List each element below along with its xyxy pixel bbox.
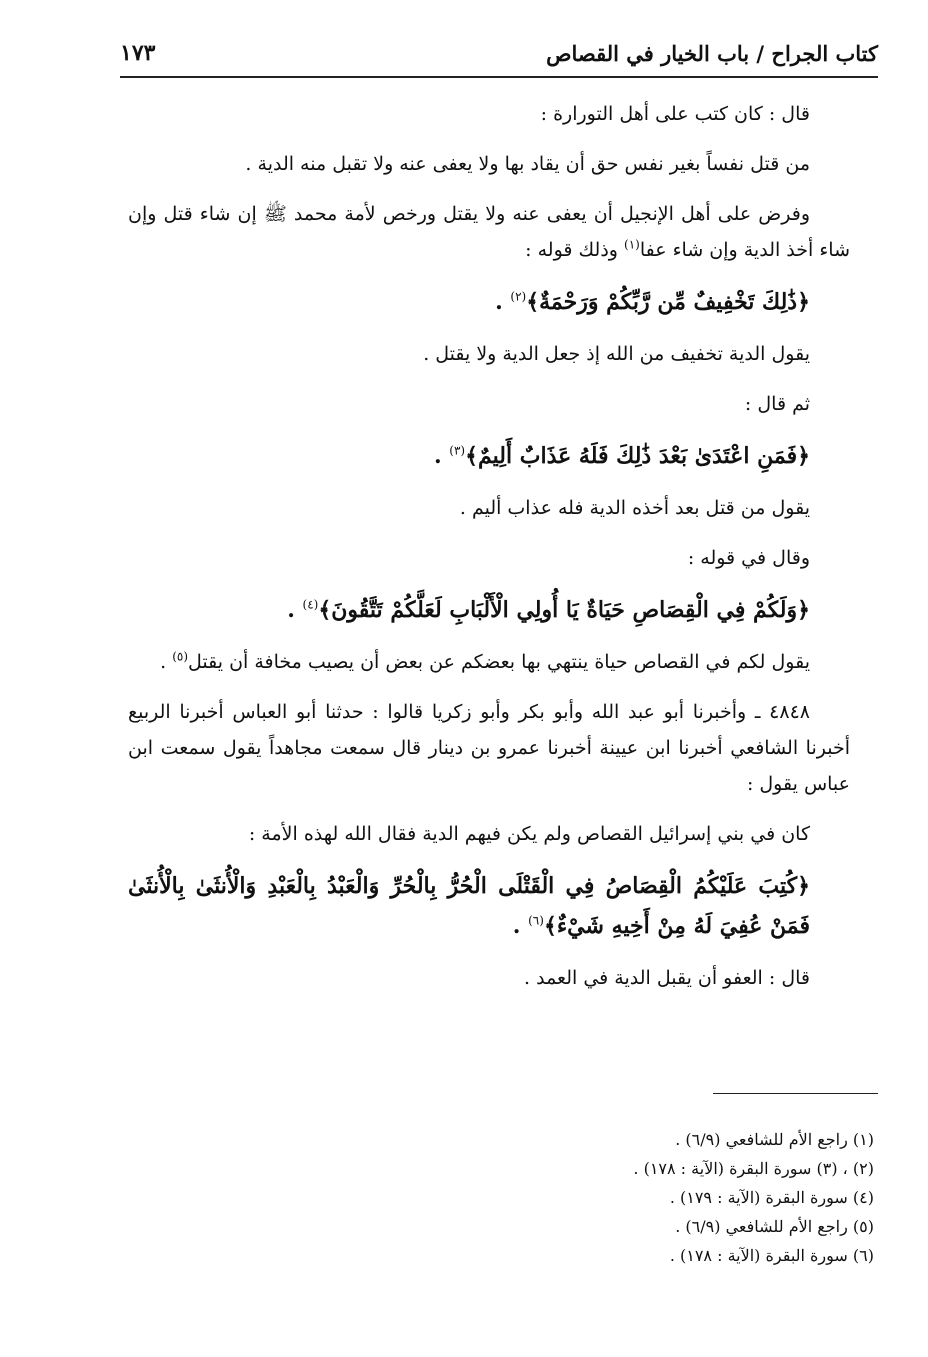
paragraph-text: وقال في قوله : bbox=[687, 547, 810, 569]
verse-text: ﴿ذَٰلِكَ تَخْفِيفٌ مِّن رَّبِّكُمْ وَرَحْمَةٌ﴾ bbox=[526, 289, 810, 315]
footnote: (٥) راجع الأم للشافعي (٦/٩) . bbox=[675, 1217, 874, 1236]
paragraph bbox=[128, 490, 850, 526]
paragraph-text: ـ وأخبرنا أبو عبد الله وأبو بكر وأبو زكريا قالوا : حدثنا أبو العباس أخبرنا الربيع أخبرنا الشافعي أخبرنا ابن عيينة أخبرنا عمرو بن دينار قال سمعت مجاهداً يقول سمعت ابن عباس يقول : bbox=[128, 701, 850, 795]
main-text bbox=[128, 96, 850, 1010]
verse-text: ﴿وَلَكُمْ فِي الْقِصَاصِ حَيَاةٌ يَا أُولِي الْأَلْبَابِ لَعَلَّكُمْ تَتَّقُونَ﴾ bbox=[318, 597, 810, 623]
verse-tail: . bbox=[495, 289, 511, 315]
page-number: ١٧٣ bbox=[120, 40, 156, 66]
footnote-marker: (٤) bbox=[302, 597, 319, 612]
footnote: (١) راجع الأم للشافعي (٦/٩) . bbox=[675, 1130, 874, 1149]
paragraph bbox=[128, 960, 850, 996]
paragraph-text: . bbox=[160, 651, 173, 673]
paragraph-text: يقول من قتل بعد أخذه الدية فله عذاب أليم . bbox=[459, 497, 810, 519]
paragraph bbox=[128, 644, 850, 680]
paragraph bbox=[128, 336, 850, 372]
paragraph-text: يقول الدية تخفيف من الله إذ جعل الدية ولا يقتل . bbox=[423, 343, 810, 365]
paragraph-text: وذلك قوله : bbox=[525, 239, 625, 261]
footnote-marker: (٦) bbox=[528, 913, 544, 928]
paragraph-text: وفرض على أهل الإنجيل أن يعفى عنه ولا يقتل ورخص لأمة محمد ﷺ إن شاء قتل وإن شاء أخذ الدية وإن شاء عفا bbox=[128, 203, 850, 261]
footnote: (٢) ، (٣) سورة البقرة (الآية : ١٧٨) . bbox=[633, 1159, 874, 1178]
footnote-marker: (١) bbox=[624, 237, 640, 252]
paragraph bbox=[128, 540, 850, 576]
quran-verse bbox=[128, 866, 850, 946]
footnote-divider bbox=[713, 1093, 878, 1094]
verse-tail: . bbox=[287, 597, 303, 623]
quran-verse bbox=[128, 590, 850, 630]
hadith-number: ٤٨٤٨ bbox=[769, 701, 810, 723]
paragraph bbox=[128, 816, 850, 852]
paragraph bbox=[128, 386, 850, 422]
paragraph bbox=[128, 146, 850, 182]
verse-text: ﴿فَمَنِ اعْتَدَىٰ بَعْدَ ذَٰلِكَ فَلَهُ عَذَابٌ أَلِيمٌ﴾ bbox=[465, 443, 810, 469]
paragraph-text: قال : كان كتب على أهل التورارة : bbox=[540, 103, 810, 125]
footnote: (٤) سورة البقرة (الآية : ١٧٩) . bbox=[669, 1188, 874, 1207]
page-header bbox=[120, 30, 878, 78]
paragraph bbox=[128, 196, 850, 268]
footnotes bbox=[120, 1125, 878, 1270]
quran-verse bbox=[128, 436, 850, 476]
paragraph-text: يقول لكم في القصاص حياة ينتهي بها بعضكم عن بعض أن يصيب مخافة أن يقتل bbox=[188, 651, 810, 673]
verse-text: ﴿كُتِبَ عَلَيْكُمُ الْقِصَاصُ فِي الْقَتْلَى الْحُرُّ بِالْحُرِّ وَالْعَبْدُ بِالْعَبْدِ وَالْأُنثَىٰ بِالْأُنثَىٰ فَمَنْ عُفِيَ لَهُ مِنْ أَخِيهِ شَيْءٌ﴾ bbox=[128, 873, 810, 939]
verse-tail: . bbox=[433, 443, 450, 469]
quran-verse bbox=[128, 282, 850, 322]
footnote-marker: (٥) bbox=[172, 649, 189, 664]
footnote-marker: (٢) bbox=[510, 289, 527, 304]
running-title: كتاب الجراح / باب الخيار في القصاص bbox=[546, 40, 878, 66]
paragraph-text: كان في بني إسرائيل القصاص ولم يكن فيهم الدية فقال الله لهذه الأمة : bbox=[248, 823, 810, 845]
paragraph bbox=[128, 96, 850, 132]
hadith-paragraph bbox=[128, 694, 850, 802]
footnote: (٦) سورة البقرة (الآية : ١٧٨) . bbox=[669, 1246, 874, 1265]
paragraph-text: قال : العفو أن يقبل الدية في العمد . bbox=[524, 967, 810, 989]
verse-tail: . bbox=[512, 913, 529, 939]
footnote-marker: (٣) bbox=[449, 443, 466, 458]
paragraph-text: من قتل نفساً بغير نفس حق أن يقاد بها ولا يعفى عنه ولا تقبل منه الدية . bbox=[245, 153, 810, 175]
paragraph-text: ثم قال : bbox=[744, 393, 810, 415]
